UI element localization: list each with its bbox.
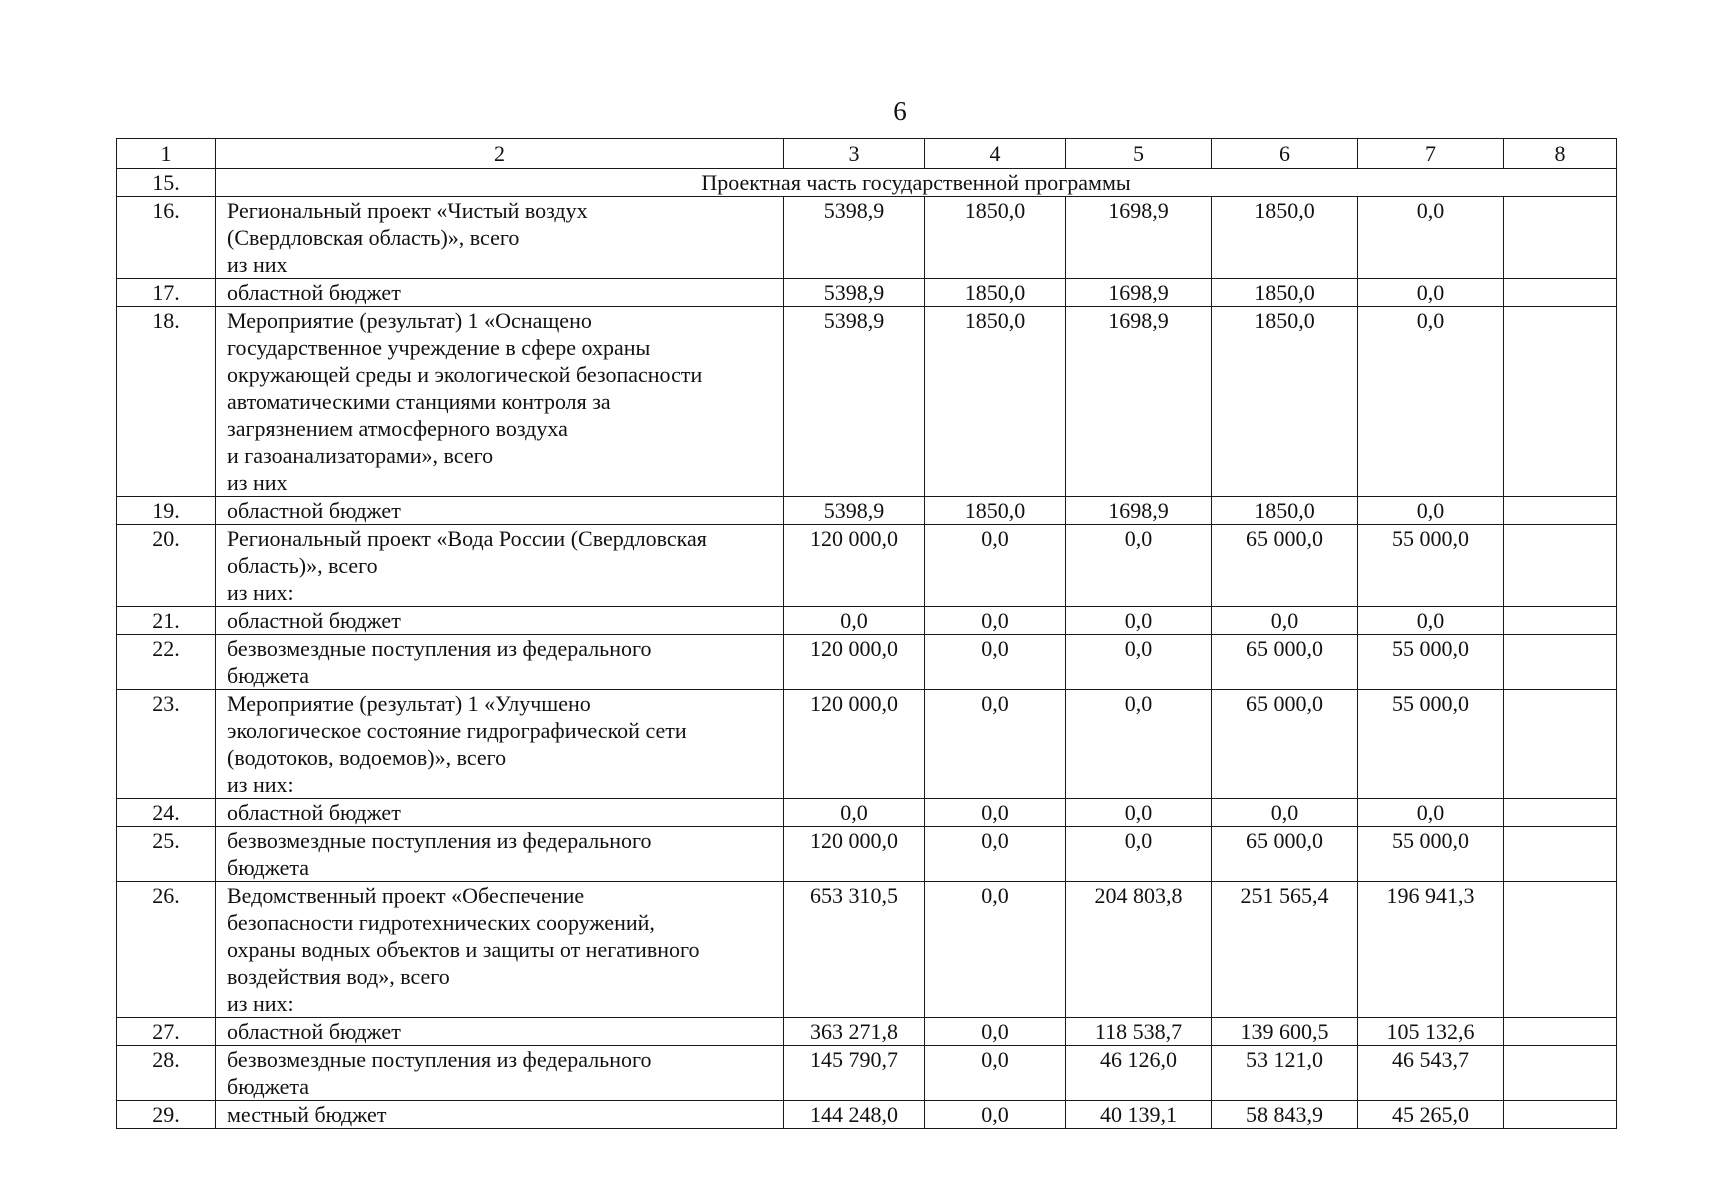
table-row [117,1046,1617,1101]
value-cell-8 [1504,799,1617,827]
value-cell-3: 120 000,0 [784,635,925,690]
table-row [117,635,1617,690]
section-row [117,169,1617,197]
row-label-line: из них: [227,772,294,797]
value-cell-7: 45 265,0 [1358,1101,1504,1129]
row-label-line: Ведомственный проект «Обеспечение [227,883,585,908]
value-cell-3: 145 790,7 [784,1046,925,1101]
value-cell-3: 0,0 [784,799,925,827]
row-number: 27. [117,1018,216,1046]
row-label-line: загрязнением атмосферного воздуха [227,416,568,441]
table-row [117,525,1617,607]
row-label [216,525,784,607]
value-cell-7: 0,0 [1358,799,1504,827]
value-cell-7: 55 000,0 [1358,525,1504,607]
value-cell-6: 139 600,5 [1212,1018,1358,1046]
row-label-line: областной бюджет [227,498,401,523]
value-cell-6: 65 000,0 [1212,635,1358,690]
row-label-line: безвозмездные поступления из федерального [227,828,652,853]
value-cell-8 [1504,197,1617,279]
table-header-row [117,139,1617,169]
row-label [216,307,784,497]
row-label-line: окружающей среды и экологической безопасности [227,362,703,387]
value-cell-4: 0,0 [925,882,1066,1018]
table-row [117,882,1617,1018]
row-label-line: областной бюджет [227,608,401,633]
row-label-line: областной бюджет [227,280,401,305]
value-cell-8 [1504,1101,1617,1129]
table-row [117,279,1617,307]
header-cell-4: 4 [925,139,1066,169]
value-cell-4: 0,0 [925,1101,1066,1129]
row-label-line: (водотоков, водоемов)», всего [227,745,507,770]
value-cell-7: 46 543,7 [1358,1046,1504,1101]
value-cell-6: 0,0 [1212,799,1358,827]
table-row [117,307,1617,497]
row-label-line: Мероприятие (результат) 1 «Улучшено [227,691,591,716]
row-label [216,799,784,827]
row-label-line: и газоанализаторами», всего [227,443,494,468]
row-number: 26. [117,882,216,1018]
value-cell-3: 5398,9 [784,279,925,307]
value-cell-4: 0,0 [925,1018,1066,1046]
table-row [117,827,1617,882]
value-cell-8 [1504,635,1617,690]
row-label [216,1018,784,1046]
value-cell-4: 1850,0 [925,497,1066,525]
row-label [216,279,784,307]
value-cell-6: 1850,0 [1212,497,1358,525]
value-cell-6: 251 565,4 [1212,882,1358,1018]
value-cell-6: 1850,0 [1212,307,1358,497]
row-label [216,635,784,690]
value-cell-8 [1504,607,1617,635]
row-number: 15. [117,169,216,197]
row-number: 18. [117,307,216,497]
value-cell-7: 0,0 [1358,497,1504,525]
value-cell-7: 105 132,6 [1358,1018,1504,1046]
value-cell-5: 1698,9 [1066,307,1212,497]
value-cell-5: 1698,9 [1066,197,1212,279]
value-cell-3: 5398,9 [784,497,925,525]
value-cell-6: 1850,0 [1212,279,1358,307]
row-number: 21. [117,607,216,635]
row-number: 23. [117,690,216,799]
value-cell-7: 0,0 [1358,607,1504,635]
value-cell-7: 196 941,3 [1358,882,1504,1018]
row-label-line: (Свердловская область)», всего [227,225,520,250]
value-cell-5: 46 126,0 [1066,1046,1212,1101]
value-cell-5: 0,0 [1066,635,1212,690]
row-label-line: из них [227,252,288,277]
row-label-line: безопасности гидротехнических сооружений, [227,910,655,935]
value-cell-7: 55 000,0 [1358,690,1504,799]
row-label [216,197,784,279]
value-cell-7: 0,0 [1358,307,1504,497]
row-number: 16. [117,197,216,279]
value-cell-8 [1504,525,1617,607]
section-title: Проектная часть государственной программы [216,169,1617,197]
value-cell-3: 5398,9 [784,307,925,497]
value-cell-5: 0,0 [1066,799,1212,827]
row-label-line: охраны водных объектов и защиты от негативного [227,937,700,962]
table-body [117,139,1617,1129]
budget-table [116,138,1617,1129]
value-cell-8 [1504,497,1617,525]
table-row [117,799,1617,827]
value-cell-3: 120 000,0 [784,525,925,607]
row-label-line: воздействия вод», всего [227,964,450,989]
header-cell-2: 2 [216,139,784,169]
value-cell-4: 1850,0 [925,307,1066,497]
row-label [216,1101,784,1129]
value-cell-5: 1698,9 [1066,279,1212,307]
value-cell-6: 65 000,0 [1212,525,1358,607]
row-label-line: областной бюджет [227,1019,401,1044]
value-cell-5: 0,0 [1066,525,1212,607]
row-label [216,690,784,799]
row-label-line: из них: [227,580,294,605]
value-cell-5: 1698,9 [1066,497,1212,525]
header-cell-5: 5 [1066,139,1212,169]
value-cell-6: 1850,0 [1212,197,1358,279]
row-label-line: местный бюджет [227,1102,387,1127]
value-cell-5: 0,0 [1066,607,1212,635]
value-cell-3: 653 310,5 [784,882,925,1018]
value-cell-7: 55 000,0 [1358,635,1504,690]
table-row [117,1018,1617,1046]
row-number: 22. [117,635,216,690]
value-cell-4: 0,0 [925,799,1066,827]
value-cell-5: 40 139,1 [1066,1101,1212,1129]
row-label-line: из них [227,470,288,495]
value-cell-8 [1504,827,1617,882]
value-cell-6: 58 843,9 [1212,1101,1358,1129]
row-label-line: Региональный проект «Чистый воздух [227,198,588,223]
value-cell-4: 0,0 [925,1046,1066,1101]
table-row [117,497,1617,525]
value-cell-3: 144 248,0 [784,1101,925,1129]
value-cell-8 [1504,690,1617,799]
row-label [216,827,784,882]
value-cell-6: 0,0 [1212,607,1358,635]
table-row [117,1101,1617,1129]
row-label-line: безвозмездные поступления из федерального [227,1047,652,1072]
row-label-line: бюджета [227,855,310,880]
value-cell-7: 0,0 [1358,279,1504,307]
row-label-line: экологическое состояние гидрографической сети [227,718,687,743]
value-cell-5: 0,0 [1066,827,1212,882]
row-number: 20. [117,525,216,607]
table-row [117,197,1617,279]
header-cell-8: 8 [1504,139,1617,169]
row-number: 28. [117,1046,216,1101]
row-number: 25. [117,827,216,882]
value-cell-6: 65 000,0 [1212,827,1358,882]
row-label-line: бюджета [227,1074,310,1099]
row-number: 17. [117,279,216,307]
table-row [117,690,1617,799]
value-cell-4: 0,0 [925,635,1066,690]
value-cell-4: 0,0 [925,607,1066,635]
header-cell-1: 1 [117,139,216,169]
value-cell-8 [1504,1046,1617,1101]
row-label-line: безвозмездные поступления из федерального [227,636,652,661]
row-label-line: областной бюджет [227,800,401,825]
value-cell-5: 0,0 [1066,690,1212,799]
row-number: 29. [117,1101,216,1129]
row-label [216,1046,784,1101]
page-number: 6 [893,96,907,126]
value-cell-4: 0,0 [925,690,1066,799]
value-cell-8 [1504,882,1617,1018]
value-cell-3: 120 000,0 [784,827,925,882]
row-number: 19. [117,497,216,525]
row-label-line: из них: [227,991,294,1016]
value-cell-8 [1504,307,1617,497]
value-cell-6: 53 121,0 [1212,1046,1358,1101]
row-label-line: Региональный проект «Вода России (Свердловская [227,526,707,551]
value-cell-4: 1850,0 [925,197,1066,279]
value-cell-5: 118 538,7 [1066,1018,1212,1046]
value-cell-4: 1850,0 [925,279,1066,307]
row-label [216,607,784,635]
row-label-line: автоматическими станциями контроля за [227,389,611,414]
value-cell-5: 204 803,8 [1066,882,1212,1018]
header-cell-7: 7 [1358,139,1504,169]
value-cell-4: 0,0 [925,525,1066,607]
value-cell-3: 0,0 [784,607,925,635]
table-row [117,607,1617,635]
value-cell-3: 5398,9 [784,197,925,279]
row-label [216,882,784,1018]
value-cell-8 [1504,279,1617,307]
header-cell-6: 6 [1212,139,1358,169]
value-cell-6: 65 000,0 [1212,690,1358,799]
value-cell-4: 0,0 [925,827,1066,882]
value-cell-8 [1504,1018,1617,1046]
row-label-line: Мероприятие (результат) 1 «Оснащено [227,308,592,333]
value-cell-3: 363 271,8 [784,1018,925,1046]
value-cell-3: 120 000,0 [784,690,925,799]
value-cell-7: 0,0 [1358,197,1504,279]
row-label-line: бюджета [227,663,310,688]
row-label-line: государственное учреждение в сфере охраны [227,335,651,360]
row-label-line: область)», всего [227,553,378,578]
row-number: 24. [117,799,216,827]
row-label [216,497,784,525]
header-cell-3: 3 [784,139,925,169]
value-cell-7: 55 000,0 [1358,827,1504,882]
